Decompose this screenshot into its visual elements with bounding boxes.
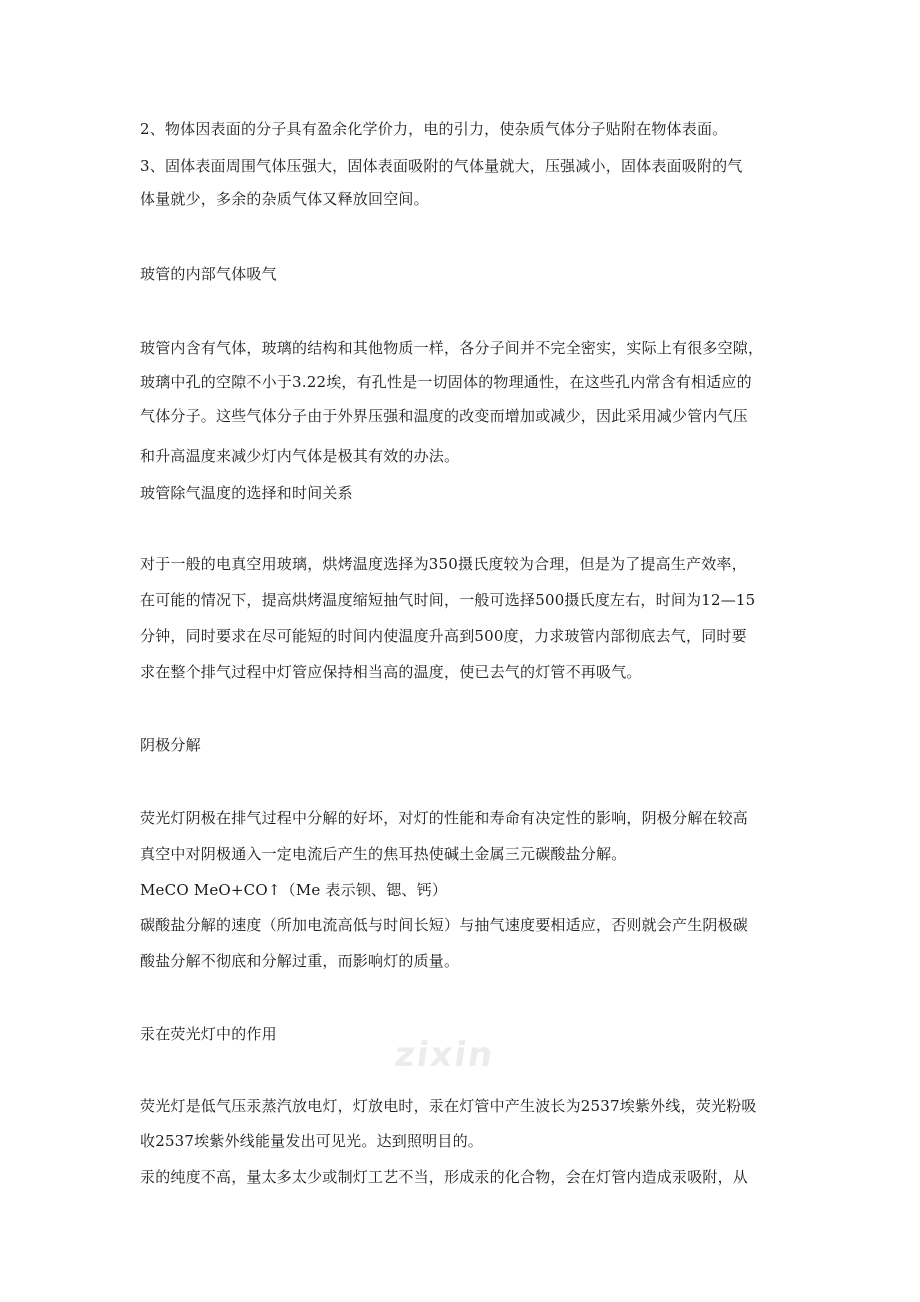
paragraph-line: 收2537埃紫外线能量发出可见光。达到照明目的。: [140, 1132, 483, 1150]
watermark: zixin: [392, 1035, 498, 1075]
paragraph-line: 和升高温度来减少灯内气体是极其有效的办法。: [140, 447, 460, 465]
paragraph-line: 酸盐分解不彻底和分解过重，而影响灯的质量。: [140, 952, 460, 970]
section-heading: 玻管除气温度的选择和时间关系: [140, 484, 353, 502]
paragraph-line: 2、物体因表面的分子具有盈余化学价力，电的引力，使杂质气体分子贴附在物体表面。: [140, 120, 728, 138]
paragraph-line: 3、固体表面周围气体压强大，固体表面吸附的气体量就大，压强减小，固体表面吸附的气: [140, 157, 743, 175]
section-heading: 汞在荧光灯中的作用: [140, 1025, 277, 1043]
section-heading: 玻管的内部气体吸气: [140, 265, 277, 283]
document-page: [140, 0, 782, 1302]
paragraph-line: 碳酸盐分解的速度（所加电流高低与时间长短）与抽气速度要相适应，否则就会产生阴极碳: [140, 916, 749, 934]
paragraph-line: 玻管内含有气体，玻璃的结构和其他物质一样，各分子间并不完全密实，实际上有很多空隙，: [140, 339, 764, 357]
paragraph-line: 对于一般的电真空用玻璃，烘烤温度选择为350摄氏度较为合理，但是为了提高生产效率，: [140, 555, 747, 573]
paragraph-line: 荧光灯是低气压汞蒸汽放电灯，灯放电时，汞在灯管中产生波长为2537埃紫外线，荧光粉吸: [140, 1097, 757, 1115]
paragraph-line: 体量就少，多余的杂质气体又释放回空间。: [140, 190, 429, 208]
paragraph-line: 汞的纯度不高，量太多太少或制灯工艺不当，形成汞的化合物，会在灯管内造成汞吸附，从: [140, 1168, 749, 1186]
paragraph-line: 荧光灯阴极在排气过程中分解的好坏，对灯的性能和寿命有决定性的影响，阴极分解在较高: [140, 809, 749, 827]
paragraph-line: 真空中对阴极通入一定电流后产生的焦耳热使碱土金属三元碳酸盐分解。: [140, 845, 627, 863]
section-heading: 阴极分解: [140, 736, 201, 754]
paragraph-line: 气体分子。这些气体分子由于外界压强和温度的改变而增加或减少，因此采用减少管内气压: [140, 407, 749, 425]
chemical-equation: MeCO MeO+CO↑（Me 表示钡、锶、钙）: [140, 881, 448, 899]
paragraph-line: 玻璃中孔的空隙不小于3.22埃，有孔性是一切固体的物理通性，在这些孔内常含有相适应的: [140, 373, 752, 391]
paragraph-line: 在可能的情况下，提高烘烤温度缩短抽气时间，一般可选择500摄氏度左右，时间为12—15: [140, 591, 756, 609]
paragraph-line: 求在整个排气过程中灯管应保持相当高的温度，使已去气的灯管不再吸气。: [140, 663, 642, 681]
paragraph-line: 分钟，同时要求在尽可能短的时间内使温度升高到500度，力求玻管内部彻底去气，同时要: [140, 627, 747, 645]
